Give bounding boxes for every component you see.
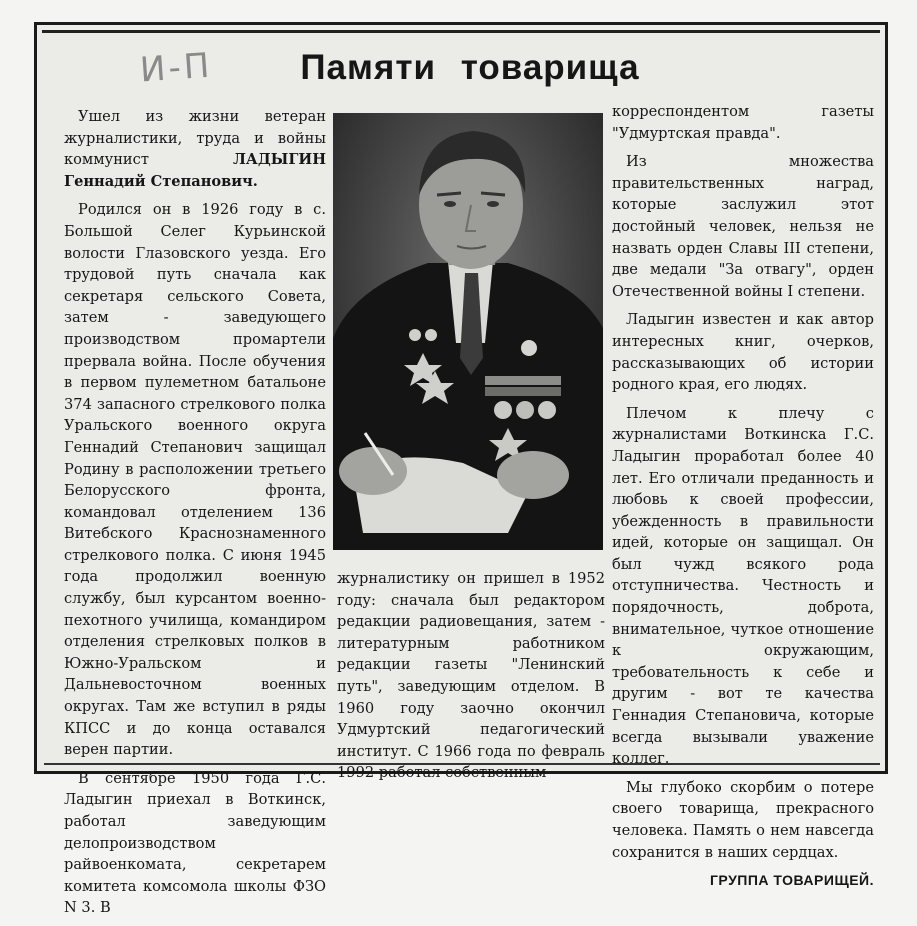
paragraph-votkinsk: В сентябре 1950 года Г.С. Ладыгин приехал в Воткинск, работал заведующим делопроизводством райвоенкомата, секретарем комитета комсомола школы ФЗО N 3. В bbox=[64, 769, 326, 917]
text-column-right bbox=[612, 101, 874, 892]
deceased-name: ЛАДЫГИН Геннадий Степанович. bbox=[64, 151, 326, 190]
paragraph-biography: Родился он в 1926 году в с. Большой Селег Курьинской волости Глазовского уезда. Его трудовой путь сначала как секретаря сельского Совета, затем - заведующего производством промартели прервала война. После обучения в первом пулеметном батальоне 374 запасного стрелкового полка Уральского военного округа Геннадий Степанович защищал Родину в расположении третьего Белорусского фронта, командовал отделением 136 Витебского Краснознаменного стрелкового полка. С июня 1945 года продолжил военную службу, был курсантом военно-пехотного училища, командиром отделения стрелковых полков в Южно-Уральском и Дальневосточном военных округах. Там же вступил в ряды КПСС и до конца оставался верен партии. bbox=[64, 201, 326, 759]
paragraph-condolence: Мы глубоко скорбим о потере своего товарища, прекрасного человека. Память о нем навсегда сохранится в наших сердцах. bbox=[612, 778, 874, 861]
top-rule bbox=[42, 30, 880, 33]
text-column-left bbox=[64, 106, 326, 926]
portrait-photo bbox=[333, 113, 603, 550]
signature: ГРУППА ТОВАРИЩЕЙ. bbox=[710, 872, 874, 889]
paragraph-journalism: журналистику он пришел в 1952 году: сначала был редактором редакции радиовещания, затем - литературным работником редакции газеты "Ленинский путь", заведующим отделом. В 1960 году заочно окончил Удмуртский педагогический институт. С 1966 года по февраль 1992 работал собственным bbox=[337, 570, 605, 782]
intro-lead: Ушел из жизни ветеран журналистики, труда и войны коммунист bbox=[64, 108, 326, 169]
headline: Памяти товарища bbox=[300, 48, 640, 87]
paragraph-intro bbox=[64, 106, 326, 192]
paragraph-author: Ладыгин известен и как автор интересных книг, очерков, рассказывающих об истории родного края, его людях. bbox=[612, 311, 874, 394]
paragraph-correspondent: корреспондентом газеты "Удмуртская правда". bbox=[612, 103, 874, 142]
handwritten-note: И-П bbox=[138, 45, 214, 91]
text-column-middle bbox=[337, 568, 605, 791]
paragraph-awards: Из множества правительственных наград, которые заслужил этот достойный человек, нельзя не назвать орден Славы III степени, две медали "За отвагу", орден Отечественной войны I степени. bbox=[612, 153, 874, 300]
paragraph-colleagues: Плечом к плечу с журналистами Воткинска Г.С. Ладыгин проработал более 40 лет. Его отличали преданность и любовь к своей профессии, убежденность в правильности идей, которые он защищал. Он был чужд всякого рода отступничества. Честность и порядочность, доброта, внимательное, чуткое отношение к окружающим, требовательность к себе и другим - вот те качества Геннадия Степановича, которые всегда вызывали уважение коллег. bbox=[612, 404, 874, 768]
